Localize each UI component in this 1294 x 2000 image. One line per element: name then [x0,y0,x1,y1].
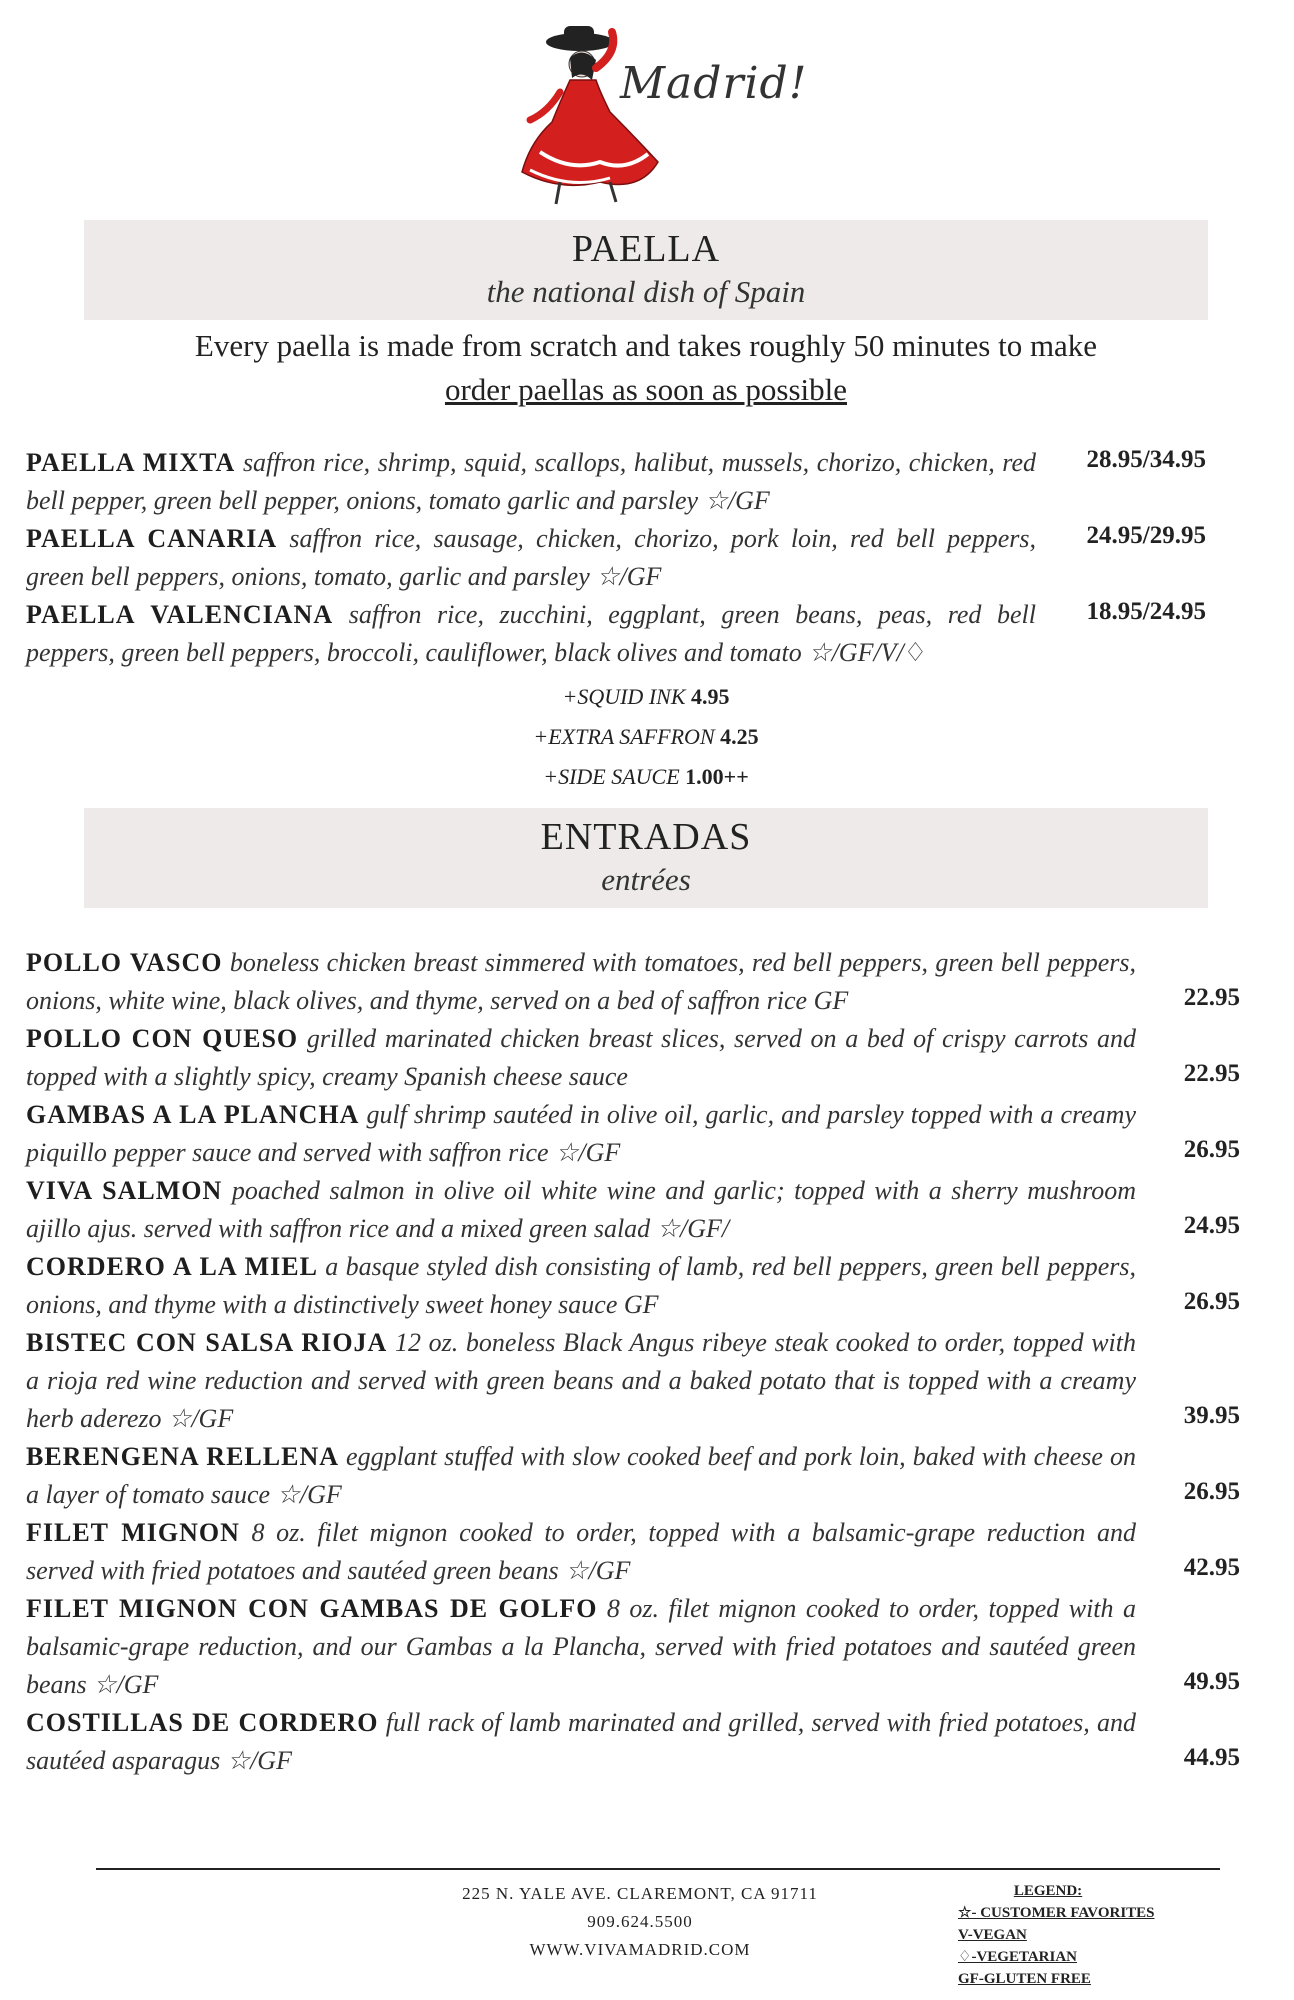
section-title: PAELLA [571,228,721,270]
menu-item [26,1096,1136,1172]
paella-intro-note: order paellas as soon as possible [444,372,848,407]
legend-entry: ♢-VEGETARIAN [958,1949,1078,1965]
menu-item-price: 26.95 [1183,1478,1240,1505]
menu-item-description: a basque styled dish consisting of lamb, red bell peppers, green bell peppers, onions, and thyme with a distinctively sweet honey sauce GF [26,1252,1137,1319]
footer-divider [96,1868,1220,1870]
legend-title: LEGEND: [1013,1883,1083,1899]
section-subtitle: the national dish of Spain [486,274,806,309]
menu-item [26,1438,1136,1514]
extra-price: 1.00++ [685,764,749,789]
menu-item-name: POLLO VASCO [26,948,223,977]
extra-label: +EXTRA SAFFRON [533,724,715,749]
extra-label: +SQUID INK [562,684,686,709]
menu-item-price: 39.95 [1183,1402,1240,1429]
menu-item-name: PAELLA VALENCIANA [26,600,334,629]
legend-entry: GF-GLUTEN FREE [958,1971,1091,1987]
legend-entry: V-VEGAN [958,1927,1027,1943]
menu-item-description: 12 oz. boneless Black Angus ribeye steak cooked to order, topped with a rioja red wine reduction and served with green beans and a baked potato that is topped with a creamy herb aderezo ☆/GF [26,1328,1136,1433]
menu-item-price: 42.95 [1183,1554,1240,1581]
menu-item-description: 8 oz. filet mignon cooked to order, topped with a balsamic-grape reduction and served with fried potatoes and sautéed green beans ☆/GF [26,1518,1137,1585]
menu-item-description: saffron rice, zucchini, eggplant, green beans, peas, red bell peppers, green bell peppers, broccoli, cauliflower, black olives and tomato ☆/GF/V/♢ [26,600,1036,667]
menu-item [26,444,1036,520]
menu-item-description: grilled marinated chicken breast slices, served on a bed of crispy carrots and topped with a slightly spicy, creamy Spanish cheese sauce [26,1024,1136,1091]
menu-item-name: COSTILLAS DE CORDERO [26,1708,379,1737]
menu-item-name: CORDERO A LA MIEL [26,1252,318,1281]
menu-item-description: saffron rice, sausage, chicken, chorizo, pork loin, red bell peppers, green bell peppers, onions, tomato, garlic and parsley ☆/GF [26,524,1037,591]
paella-extra [84,764,1208,790]
menu-item-name: FILET MIGNON CON GAMBAS DE GOLFO [26,1594,598,1623]
menu-item-name: PAELLA CANARIA [26,524,278,553]
menu-item [26,1324,1136,1438]
menu-item-description: full rack of lamb marinated and grilled, served with fried potatoes, and sautéed asparagus ☆/GF [26,1708,1136,1775]
menu-item-name: FILET MIGNON [26,1518,240,1547]
extra-label: +SIDE SAUCE [543,764,680,789]
menu-item-description: boneless chicken breast simmered with tomatoes, red bell peppers, green bell peppers, onions, white wine, black olives, and thyme, served on a bed of saffron rice GF [26,948,1136,1015]
menu-item [26,1704,1136,1780]
menu-item [26,520,1036,596]
menu-item [26,1248,1136,1324]
restaurant-logo [500,22,790,212]
footer-website: WWW.VIVAMADRID.COM [529,1940,751,1959]
section-subtitle: entrées [601,862,691,897]
menu-item-name: VIVA SALMON [26,1176,223,1205]
menu-item-name: PAELLA MIXTA [26,448,236,477]
entradas-header [84,808,1208,908]
menu-item-price: 49.95 [1183,1668,1240,1695]
menu-item-price: 22.95 [1183,984,1240,1011]
menu-item-description: saffron rice, shrimp, squid, scallops, halibut, mussels, chorizo, chicken, red bell pepper, green bell pepper, onions, tomato garlic and parsley ☆/GF [26,448,1036,515]
menu-item [26,944,1136,1020]
menu-item-name: BERENGENA RELLENA [26,1442,339,1471]
footer-address: 225 N. YALE AVE. CLAREMONT, CA 91711 [462,1884,818,1903]
paella-extra [84,684,1208,710]
menu-item-price: 18.95/24.95 [1086,598,1206,625]
menu-item [26,1590,1136,1704]
legend-entry: ☆- CUSTOMER FAVORITES [958,1905,1155,1921]
paella-header [84,220,1208,320]
section-title: ENTRADAS [540,816,752,858]
menu-item-price: 44.95 [1183,1744,1240,1771]
paella-intro: Every paella is made from scratch and takes roughly 50 minutes to make [194,328,1098,363]
menu-item-name: GAMBAS A LA PLANCHA [26,1100,360,1129]
footer-phone: 909.624.5500 [587,1912,693,1931]
menu-item [26,1020,1136,1096]
menu-item-price: 26.95 [1183,1288,1240,1315]
menu-item-description: 8 oz. filet mignon cooked to order, topped with a balsamic-grape reduction, and our Gambas a la Plancha, served with fried potatoes and sautéed green beans ☆/GF [26,1594,1136,1699]
menu-item-price: 24.95/29.95 [1086,522,1206,549]
extra-price: 4.25 [720,724,759,749]
menu-item-price: 26.95 [1183,1136,1240,1163]
menu-item-description: eggplant stuffed with slow cooked beef and pork loin, baked with cheese on a layer of tomato sauce ☆/GF [26,1442,1136,1509]
menu-item-name: POLLO CON QUESO [26,1024,299,1053]
menu-item-name: BISTEC CON SALSA RIOJA [26,1328,388,1357]
legend [958,1880,1198,1990]
logo-text: Madrid! [620,58,808,109]
menu-item [26,1514,1136,1590]
menu-item-price: 28.95/34.95 [1086,446,1206,473]
paella-extra [84,724,1208,750]
menu-item [26,1172,1136,1248]
menu-item-description: poached salmon in olive oil white wine and garlic; topped with a sherry mushroom ajillo ajus. served with saffron rice and a mixed green salad ☆/GF/ [26,1176,1137,1243]
menu-item [26,596,1036,672]
menu-item-description: gulf shrimp sautéed in olive oil, garlic, and parsley topped with a creamy piquillo pepper sauce and served with saffron rice ☆/GF [26,1100,1136,1167]
extra-price: 4.95 [691,684,730,709]
menu-item-price: 24.95 [1183,1212,1240,1239]
menu-item-price: 22.95 [1183,1060,1240,1087]
